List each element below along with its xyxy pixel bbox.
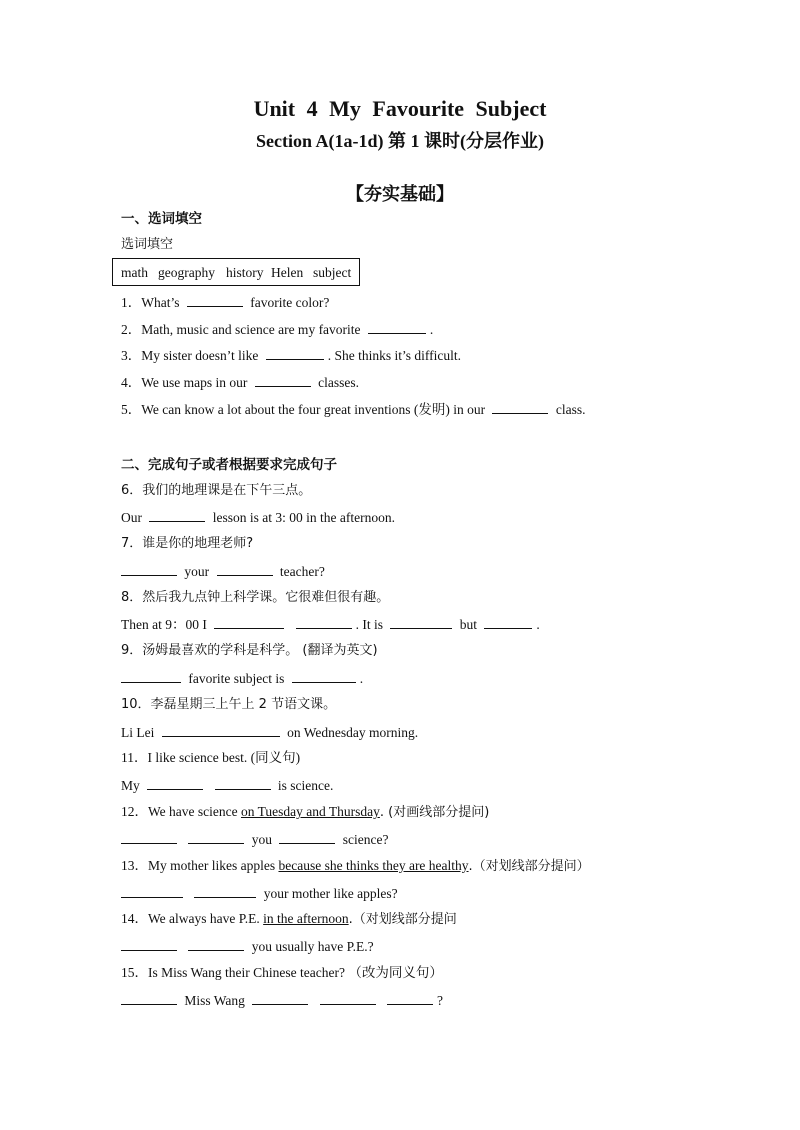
answer-blank[interactable] xyxy=(187,293,243,307)
question-15-prompt: 15．Is Miss Wang their Chinese teacher? （改为同义句） xyxy=(121,965,443,980)
answer-blank[interactable] xyxy=(121,937,177,951)
answer-blank[interactable] xyxy=(121,884,183,898)
word-bank-item: Helen xyxy=(271,265,304,280)
answer-blank[interactable] xyxy=(162,723,280,737)
section1-instruction: 选词填空 xyxy=(121,237,174,252)
answer-blank[interactable] xyxy=(492,400,548,414)
question-8-prompt: 8．然后我九点钟上科学课。它很难但很有趣。 xyxy=(121,590,390,605)
question-6-prompt: 6．我们的地理课是在下午三点。 xyxy=(121,483,312,498)
answer-blank[interactable] xyxy=(188,830,244,844)
question-11-prompt: 11．I like science best. (同义句) xyxy=(121,750,301,765)
question-13-answer: your mother like apples? xyxy=(121,884,398,903)
underlined-phrase: on Tuesday and Thursday xyxy=(240,804,380,819)
answer-blank[interactable] xyxy=(387,991,433,1005)
word-bank-item: math xyxy=(121,265,148,280)
question-9-answer: favorite subject is . xyxy=(121,669,363,688)
part-title: 【夯实基础】 xyxy=(346,184,454,204)
answer-blank[interactable] xyxy=(279,830,335,844)
answer-blank[interactable] xyxy=(320,991,376,1005)
answer-blank[interactable] xyxy=(215,776,271,790)
word-bank-item: geography xyxy=(158,265,215,280)
answer-blank[interactable] xyxy=(266,346,324,360)
question-8-answer: Then at 9：00 I . It is but . xyxy=(121,617,540,632)
section1-heading: 一、选词填空 xyxy=(121,211,202,227)
question-10-prompt: 10．李磊星期三上午上 2 节语文课。 xyxy=(121,697,337,712)
page-subtitle: Section A(1a-1d) 第 1 课时(分层作业) xyxy=(256,131,544,151)
question-13-prompt: 13．My mother likes apples because she thinks they are healthy.（对划线部分提问） xyxy=(121,858,590,874)
answer-blank[interactable] xyxy=(255,373,311,387)
answer-blank[interactable] xyxy=(214,615,284,629)
answer-blank[interactable] xyxy=(121,562,177,576)
answer-blank[interactable] xyxy=(296,615,352,629)
answer-blank[interactable] xyxy=(252,991,308,1005)
answer-blank[interactable] xyxy=(121,991,177,1005)
word-bank-box xyxy=(112,258,360,286)
answer-blank[interactable] xyxy=(390,615,452,629)
answer-blank[interactable] xyxy=(149,508,205,522)
question-5: 5．We can know a lot about the four great inventions (发明) in our class. xyxy=(121,402,586,417)
word-bank-item: history xyxy=(226,265,264,280)
answer-blank[interactable] xyxy=(121,669,181,683)
word-bank-item: subject xyxy=(313,265,352,280)
question-14-answer: you usually have P.E.? xyxy=(121,937,374,956)
question-11-answer: My is science. xyxy=(121,778,334,793)
question-2: 2．Math, music and science are my favorite . xyxy=(121,322,434,337)
question-6-answer: Our lesson is at 3: 00 in the afternoon. xyxy=(121,510,395,525)
question-7-answer: your teacher? xyxy=(121,562,325,581)
question-12-answer: you science? xyxy=(121,830,388,849)
answer-blank[interactable] xyxy=(188,937,244,951)
question-1: 1．What’s favorite color? xyxy=(121,295,330,310)
question-9-prompt: 9．汤姆最喜欢的学科是科学。 (翻译为英文) xyxy=(121,643,378,658)
question-15-answer: Miss Wang ? xyxy=(121,991,443,1010)
answer-blank[interactable] xyxy=(292,669,356,683)
answer-blank[interactable] xyxy=(121,830,177,844)
answer-blank[interactable] xyxy=(147,776,203,790)
question-7-prompt: 7．谁是你的地理老师? xyxy=(121,536,254,551)
underlined-phrase: because she thinks they are healthy xyxy=(278,858,469,873)
section2-heading: 二、完成句子或者根据要求完成句子 xyxy=(121,457,337,473)
question-3: 3．My sister doesn’t like . She thinks it’s difficult. xyxy=(121,348,462,363)
question-12-prompt: 12．We have science on Tuesday and Thursday. (对画线部分提问) xyxy=(121,804,490,820)
page-title: Unit 4 My Favourite Subject xyxy=(253,96,547,121)
question-4: 4．We use maps in our classes. xyxy=(121,375,360,390)
question-14-prompt: 14．We always have P.E. in the afternoon.（对划线部分提问 xyxy=(121,911,457,927)
question-10-answer: Li Lei on Wednesday morning. xyxy=(121,725,419,740)
answer-blank[interactable] xyxy=(194,884,256,898)
underlined-phrase: in the afternoon xyxy=(263,911,349,926)
answer-blank[interactable] xyxy=(368,320,426,334)
answer-blank[interactable] xyxy=(484,615,532,629)
answer-blank[interactable] xyxy=(217,562,273,576)
